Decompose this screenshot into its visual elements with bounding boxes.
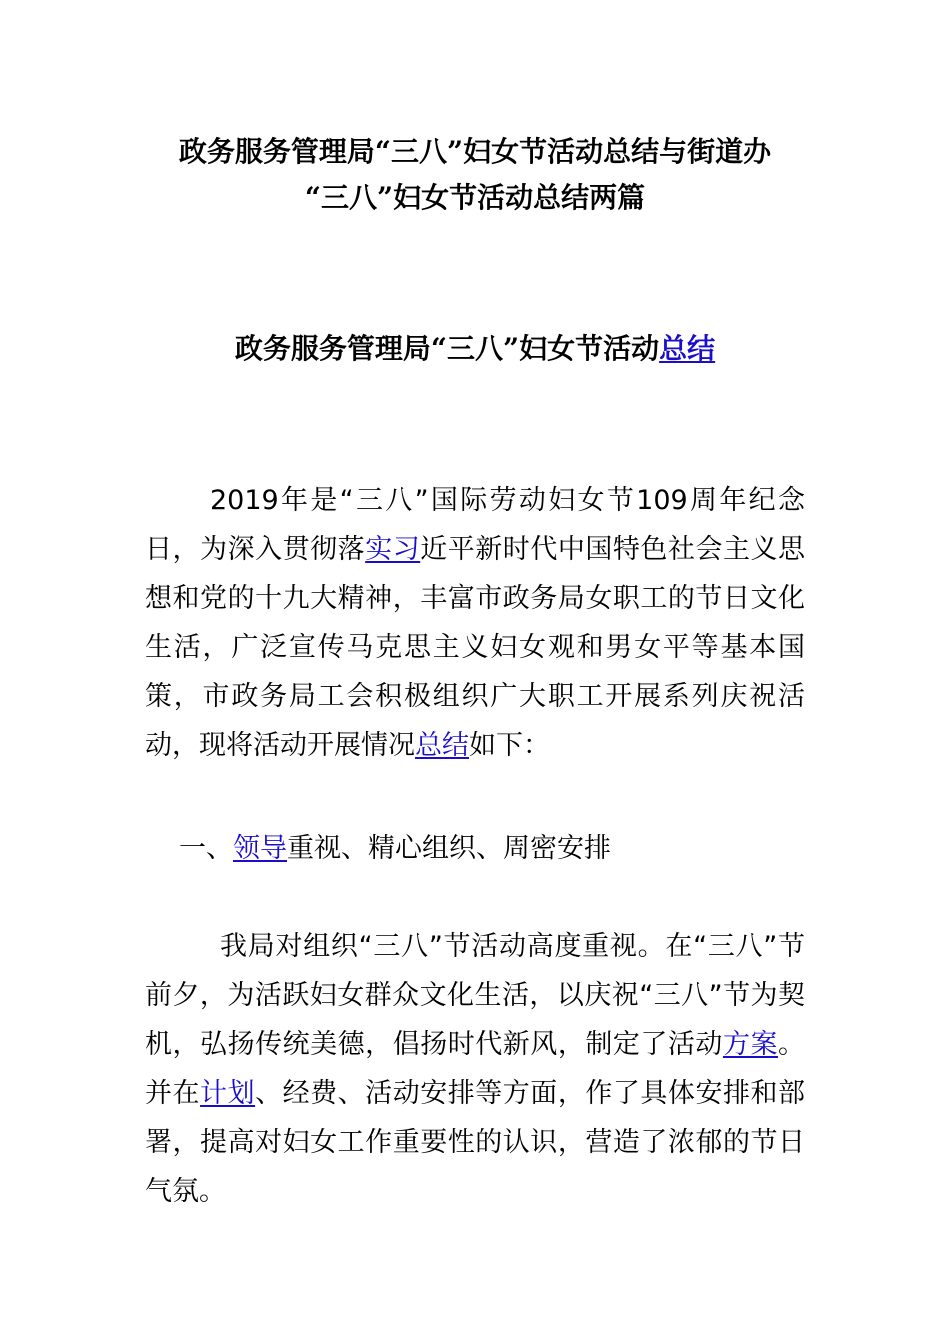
intro-text-3: 如下： bbox=[469, 730, 550, 761]
intro-link-2[interactable]: 总结 bbox=[415, 730, 469, 761]
section-title-text: 政务服务管理局“三八”妇女节活动 bbox=[234, 332, 660, 365]
body-link-1[interactable]: 方案 bbox=[722, 1029, 779, 1060]
intro-paragraph bbox=[145, 476, 805, 770]
heading-1-suffix: 重视、精心组织、周密安排 bbox=[287, 833, 611, 864]
body-link-2[interactable]: 计划 bbox=[200, 1078, 256, 1109]
body-paragraph bbox=[145, 922, 805, 1216]
document-title-line-2: “三八”妇女节活动总结两篇 bbox=[304, 181, 646, 214]
section-title bbox=[145, 325, 805, 373]
heading-1-prefix: 一、 bbox=[179, 833, 233, 864]
body-text-2: 。并在 bbox=[145, 1029, 806, 1109]
intro-link-1[interactable]: 实习 bbox=[365, 534, 421, 565]
intro-text-2: 近平新时代中国特色社会主义思想和党的十九大精神，丰富市政务局女职工的节日文化生活，广泛宣传马克思主义妇女观和男女平等基本国策，市政务局工会积极组织广大职工开展系列庆祝活动，现将活动开展情况 bbox=[145, 534, 806, 761]
heading-1 bbox=[145, 824, 805, 873]
body-text-3: 、经费、活动安排等方面，作了具体安排和部署，提高对妇女工作重要性的认识，营造了浓郁的节日气氛。 bbox=[145, 1078, 806, 1207]
intro-text-1: 2019年是“三八”国际劳动妇女节109周年纪念日，为深入贯彻落 bbox=[145, 485, 805, 565]
section-title-link[interactable]: 总结 bbox=[659, 332, 716, 365]
heading-1-link[interactable]: 领导 bbox=[233, 833, 287, 864]
body-text-1: 我局对组织“三八”节活动高度重视。在“三八”节前夕，为活跃妇女群众文化生活，以庆祝“三八”节为契机，弘扬传统美德，倡扬时代新风，制定了活动 bbox=[145, 931, 805, 1060]
document-title-line-1: 政务服务管理局“三八”妇女节活动总结与街道办 bbox=[178, 135, 772, 168]
